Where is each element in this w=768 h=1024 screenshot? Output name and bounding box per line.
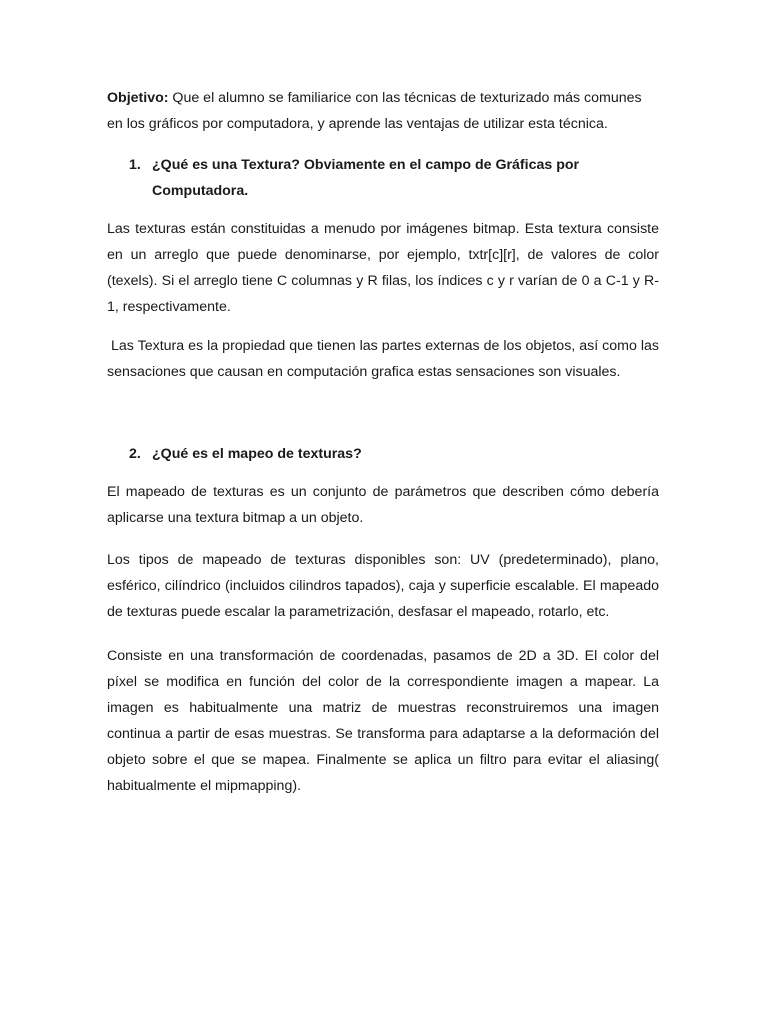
section-2-number: 2. (129, 446, 141, 462)
section-2-title: ¿Qué es el mapeo de texturas? (152, 446, 362, 462)
section-1-heading (107, 152, 659, 204)
document-page (107, 85, 659, 799)
objective-paragraph (107, 85, 659, 137)
objective-text: Que el alumno se familiarice con las técnicas de texturizado más comunes en los gráficos por computadora, y aprende las ventajas de utilizar esta técnica. (107, 90, 642, 132)
objective-label: Objetivo: (107, 90, 169, 106)
section-1-paragraph-1: Las texturas están constituidas a menudo por imágenes bitmap. Esta textura consiste en un arreglo que puede denominarse, por ejemplo, txtr[c][r], de valores de color (texels). Si el arreglo tiene C columnas y R filas, los índices c y r varían de 0 a C-1 y R-1, respectivamente. (107, 221, 659, 315)
section-1-title: ¿Qué es una Textura? Obviamente en el campo de Gráficas por Computadora. (152, 157, 580, 199)
section-2-paragraph-3: Consiste en una transformación de coordenadas, pasamos de 2D a 3D. El color del píxel se modifica en función del color de la correspondiente imagen a mapear. La imagen es habitualmente una matriz de muestras reconstruiremos una imagen continua a partir de esas muestras. Se transforma para adaptarse a la deformación del objeto sobre el que se mapea. Finalmente se aplica un filtro para evitar el aliasing( habitualmente el mipmapping). (107, 648, 659, 794)
section-1-paragraph-2: Las Textura es la propiedad que tienen las partes externas de los objetos, así como las sensaciones que causan en computación grafica estas sensaciones son visuales. (107, 338, 659, 380)
section-2-paragraph-2: Los tipos de mapeado de texturas disponibles son: UV (predeterminado), plano, esférico, cilíndrico (incluidos cilindros tapados), caja y superficie escalable. El mapeado de texturas puede escalar la parametrización, desfasar el mapeado, rotarlo, etc. (107, 552, 659, 620)
section-2-heading (107, 441, 659, 467)
section-1-number: 1. (129, 157, 141, 173)
section-2-paragraph-1: El mapeado de texturas es un conjunto de parámetros que describen cómo debería aplicarse una textura bitmap a un objeto. (107, 484, 659, 526)
